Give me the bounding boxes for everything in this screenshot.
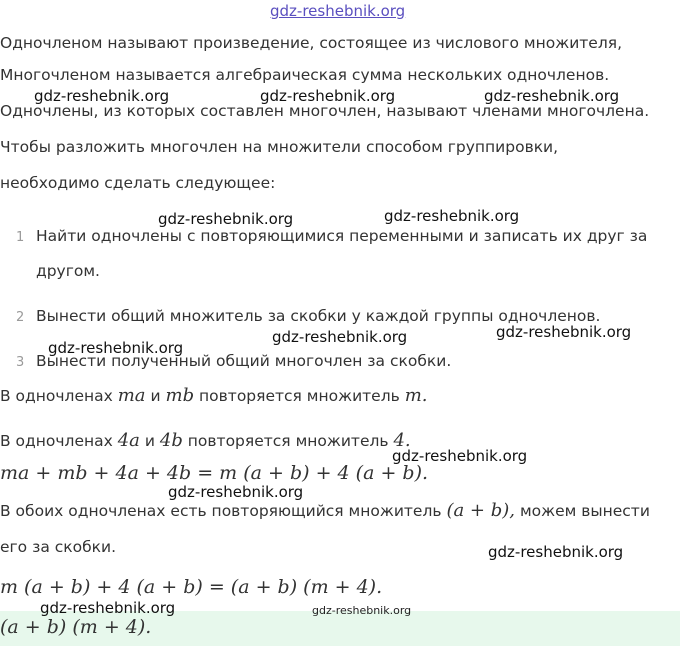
watermark: gdz-reshebnik.org [158, 210, 294, 228]
formula-grouping: ma + mb + 4a + 4b = m (a + b) + 4 (a + b). [0, 462, 429, 484]
definition-monomial: Одночленом называют произведение, состоящее из числового множителя, [0, 34, 623, 52]
definition-members: Одночлены, из которых составлен многочлен, называют членами многочлена. [0, 102, 650, 120]
watermark-small: gdz-reshebnik.org [312, 604, 412, 617]
intro-line-2: необходимо сделать следующее: [0, 174, 276, 192]
definition-polynomial: Многочленом называется алгебраическая сумма нескольких одночленов. [0, 66, 610, 84]
formula-factored: m (a + b) + 4 (a + b) = (a + b) (m + 4). [0, 576, 383, 598]
s1-and: и [150, 387, 161, 405]
watermark: gdz-reshebnik.org [34, 87, 170, 105]
s1-mid: повторяется множитель [199, 387, 400, 405]
s3-suffix: можем вынести [519, 502, 650, 520]
solution-sentence-2 [0, 430, 411, 451]
s1-monomial-mb: mb [165, 385, 195, 406]
s3-factor: (a + b), [446, 500, 515, 521]
watermark: gdz-reshebnik.org [392, 447, 528, 465]
s1-factor: m. [404, 385, 428, 406]
watermark: gdz-reshebnik.org [272, 328, 408, 346]
watermark-top[interactable]: gdz-reshebnik.org [270, 2, 406, 20]
step-1-text: Найти одночлены с повторяющимися переменными и записать их друг за [36, 227, 648, 245]
s2-factor: 4. [393, 430, 411, 451]
s3-prefix: В обоих одночленах есть повторяющийся множитель [0, 502, 442, 520]
watermark: gdz-reshebnik.org [488, 543, 624, 561]
watermark: gdz-reshebnik.org [484, 87, 620, 105]
s2-mid: повторяется множитель [187, 432, 389, 450]
step-1-number: 1 [16, 230, 25, 245]
watermark: gdz-reshebnik.org [496, 323, 632, 341]
s2-monomial-4a: 4a [117, 430, 140, 451]
step-2-number: 2 [16, 310, 25, 325]
intro-line-1: Чтобы разложить многочлен на множители способом группировки, [0, 138, 559, 156]
watermark: gdz-reshebnik.org [48, 339, 184, 357]
solution-sentence-1 [0, 385, 428, 406]
s1-monomial-ma: ma [117, 385, 146, 406]
solution-sentence-3-cont: его за скобки. [0, 538, 117, 556]
s2-and: и [144, 432, 155, 450]
watermark: gdz-reshebnik.org [384, 207, 520, 225]
solution-sentence-3 [0, 500, 650, 521]
answer-formula: (a + b) (m + 4). [0, 616, 152, 638]
step-2-text: Вынести общий множитель за скобки у каждой группы одночленов. [36, 307, 601, 325]
watermark: gdz-reshebnik.org [168, 483, 304, 501]
step-3-text: Вынести полученный общий многочлен за скобки. [36, 352, 452, 370]
watermark: gdz-reshebnik.org [40, 599, 176, 617]
watermark: gdz-reshebnik.org [260, 87, 396, 105]
step-3-number: 3 [16, 355, 25, 370]
s2-prefix: В одночленах [0, 432, 113, 450]
s1-prefix: В одночленах [0, 387, 113, 405]
s2-monomial-4b: 4b [159, 430, 183, 451]
step-1-text-cont: другом. [36, 262, 100, 280]
